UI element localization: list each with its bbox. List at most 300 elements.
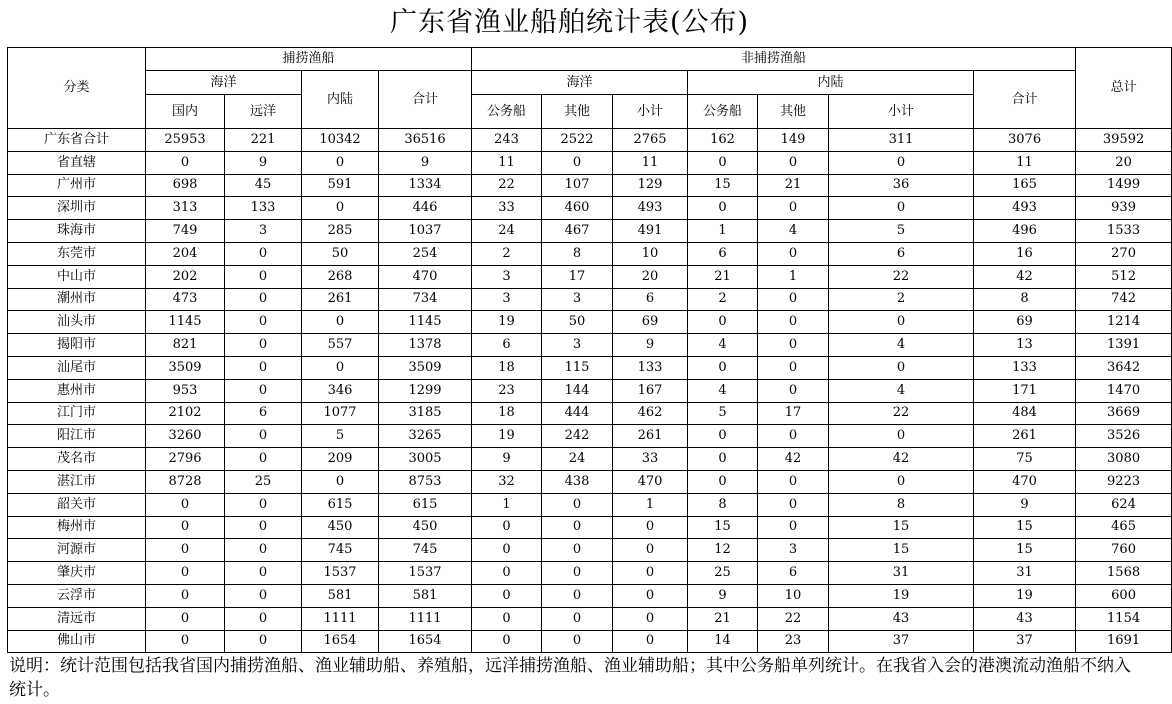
cell-inland-official: 0 [688,151,758,174]
cell-non-fishing-total: 15 [974,539,1076,562]
cell-fishing-total: 581 [379,584,472,607]
cell-ocean-subtotal: 9 [613,334,688,357]
cell-distant: 0 [225,356,302,379]
cell-non-fishing-total: 43 [974,607,1076,630]
table-row [8,402,1172,425]
cell-domestic: 473 [146,288,225,311]
cell-grand-total: 1568 [1076,562,1172,585]
cell-ocean-subtotal: 0 [613,516,688,539]
table-row [8,242,1172,265]
cell-ocean-other: 144 [542,379,613,402]
cell-region: 广州市 [8,174,146,197]
cell-ocean-other: 438 [542,470,613,493]
cell-distant: 133 [225,197,302,220]
cell-inland-other: 149 [758,129,829,152]
cell-ocean-official: 3 [472,265,542,288]
cell-inland: 591 [302,174,379,197]
cell-inland: 1111 [302,607,379,630]
cell-grand-total: 760 [1076,539,1172,562]
cell-inland-subtotal: 0 [829,356,974,379]
cell-non-fishing-total: 16 [974,242,1076,265]
cell-region: 清远市 [8,607,146,630]
cell-domestic: 1145 [146,311,225,334]
cell-inland: 0 [302,470,379,493]
cell-ocean-subtotal: 129 [613,174,688,197]
cell-inland-other: 0 [758,379,829,402]
cell-ocean-official: 23 [472,379,542,402]
cell-inland-other: 0 [758,311,829,334]
cell-ocean-subtotal: 0 [613,562,688,585]
cell-distant: 0 [225,242,302,265]
cell-ocean-subtotal: 493 [613,197,688,220]
cell-fishing-total: 1537 [379,562,472,585]
cell-non-fishing-total: 42 [974,265,1076,288]
cell-distant: 0 [225,448,302,471]
header-ocean-subtotal: 小计 [613,95,688,129]
cell-ocean-official: 33 [472,197,542,220]
table-row [8,584,1172,607]
cell-inland-subtotal: 19 [829,584,974,607]
cell-inland-official: 21 [688,607,758,630]
cell-distant: 0 [225,493,302,516]
cell-grand-total: 1214 [1076,311,1172,334]
cell-domestic: 0 [146,151,225,174]
cell-inland: 209 [302,448,379,471]
table-row [8,197,1172,220]
cell-domestic: 3509 [146,356,225,379]
cell-ocean-other: 0 [542,539,613,562]
table-body [8,129,1172,653]
cell-inland-official: 8 [688,493,758,516]
cell-inland: 268 [302,265,379,288]
header-category: 分类 [8,48,146,129]
cell-region: 潮州市 [8,288,146,311]
cell-inland-other: 0 [758,242,829,265]
statistics-table [7,47,1172,653]
cell-ocean-other: 444 [542,402,613,425]
cell-domestic: 0 [146,630,225,653]
cell-fishing-total: 1111 [379,607,472,630]
cell-inland-official: 4 [688,334,758,357]
cell-region: 揭阳市 [8,334,146,357]
cell-inland-official: 2 [688,288,758,311]
cell-region: 深圳市 [8,197,146,220]
cell-ocean-other: 2522 [542,129,613,152]
header-non-fishing-total: 合计 [974,71,1076,129]
cell-inland-official: 14 [688,630,758,653]
cell-ocean-official: 9 [472,448,542,471]
cell-ocean-official: 18 [472,356,542,379]
cell-non-fishing-total: 493 [974,197,1076,220]
cell-ocean-official: 18 [472,402,542,425]
cell-non-fishing-total: 31 [974,562,1076,585]
cell-ocean-subtotal: 167 [613,379,688,402]
table-row [8,265,1172,288]
cell-ocean-subtotal: 20 [613,265,688,288]
cell-ocean-official: 0 [472,539,542,562]
cell-grand-total: 3669 [1076,402,1172,425]
cell-inland-subtotal: 2 [829,288,974,311]
cell-fishing-total: 745 [379,539,472,562]
cell-fishing-total: 1378 [379,334,472,357]
cell-inland: 1537 [302,562,379,585]
cell-grand-total: 939 [1076,197,1172,220]
cell-inland-official: 162 [688,129,758,152]
cell-fishing-total: 734 [379,288,472,311]
cell-ocean-subtotal: 0 [613,539,688,562]
cell-distant: 0 [225,379,302,402]
cell-ocean-subtotal: 0 [613,584,688,607]
cell-domestic: 953 [146,379,225,402]
cell-inland: 0 [302,311,379,334]
cell-distant: 0 [225,562,302,585]
cell-inland: 10342 [302,129,379,152]
cell-distant: 45 [225,174,302,197]
cell-inland-other: 1 [758,265,829,288]
cell-ocean-official: 243 [472,129,542,152]
cell-ocean-official: 11 [472,151,542,174]
cell-inland-subtotal: 0 [829,425,974,448]
cell-inland-other: 0 [758,288,829,311]
cell-domestic: 821 [146,334,225,357]
cell-ocean-other: 50 [542,311,613,334]
cell-grand-total: 624 [1076,493,1172,516]
cell-ocean-other: 0 [542,584,613,607]
cell-domestic: 698 [146,174,225,197]
page-title: 广东省渔业船舶统计表(公布) [389,7,750,38]
cell-ocean-official: 0 [472,607,542,630]
table-row [8,174,1172,197]
table-row [8,562,1172,585]
cell-non-fishing-total: 69 [974,311,1076,334]
cell-ocean-other: 107 [542,174,613,197]
cell-region: 广东省合计 [8,129,146,152]
table-row [8,151,1172,174]
cell-ocean-other: 8 [542,242,613,265]
cell-inland-subtotal: 0 [829,311,974,334]
cell-region: 汕头市 [8,311,146,334]
cell-ocean-subtotal: 462 [613,402,688,425]
cell-ocean-subtotal: 11 [613,151,688,174]
table-row [8,356,1172,379]
cell-inland: 285 [302,220,379,243]
cell-inland-other: 23 [758,630,829,653]
cell-distant: 0 [225,425,302,448]
cell-region: 河源市 [8,539,146,562]
cell-ocean-other: 0 [542,516,613,539]
cell-non-fishing-total: 3076 [974,129,1076,152]
cell-fishing-total: 1334 [379,174,472,197]
cell-grand-total: 3642 [1076,356,1172,379]
cell-non-fishing-total: 133 [974,356,1076,379]
cell-ocean-official: 22 [472,174,542,197]
cell-non-fishing-total: 8 [974,288,1076,311]
cell-grand-total: 39592 [1076,129,1172,152]
cell-fishing-total: 615 [379,493,472,516]
cell-fishing-total: 3265 [379,425,472,448]
cell-grand-total: 1533 [1076,220,1172,243]
cell-domestic: 2102 [146,402,225,425]
cell-inland-official: 0 [688,470,758,493]
cell-region: 湛江市 [8,470,146,493]
cell-inland-subtotal: 0 [829,197,974,220]
header-inland-subtotal: 小计 [829,95,974,129]
cell-inland-subtotal: 4 [829,379,974,402]
cell-ocean-subtotal: 261 [613,425,688,448]
table-row [8,448,1172,471]
cell-ocean-official: 0 [472,584,542,607]
cell-inland: 1654 [302,630,379,653]
cell-distant: 0 [225,607,302,630]
cell-ocean-other: 0 [542,630,613,653]
cell-ocean-other: 0 [542,607,613,630]
cell-non-fishing-total: 496 [974,220,1076,243]
cell-inland: 0 [302,151,379,174]
cell-ocean-other: 467 [542,220,613,243]
cell-distant: 0 [225,334,302,357]
cell-grand-total: 9223 [1076,470,1172,493]
cell-distant: 0 [225,265,302,288]
cell-grand-total: 3080 [1076,448,1172,471]
cell-domestic: 204 [146,242,225,265]
header-inland-other: 其他 [758,95,829,129]
header-distant-water: 远洋 [225,95,302,129]
footnote: 说明：统计范围包括我省国内捕捞渔船、渔业辅助船、养殖船，远洋捕捞渔船、渔业辅助船；其中公务船单列统计。在我省入会的港澳流动渔船不纳入统计。 [9,656,1131,700]
cell-grand-total: 270 [1076,242,1172,265]
cell-inland-subtotal: 43 [829,607,974,630]
cell-ocean-other: 0 [542,493,613,516]
cell-inland-subtotal: 311 [829,129,974,152]
header-inland-official: 公务船 [688,95,758,129]
cell-domestic: 749 [146,220,225,243]
cell-inland-official: 25 [688,562,758,585]
cell-inland: 450 [302,516,379,539]
table-row [8,493,1172,516]
cell-inland-official: 15 [688,174,758,197]
header-non-fishing-vessels: 非捕捞渔船 [472,48,1076,71]
cell-domestic: 2796 [146,448,225,471]
cell-inland: 346 [302,379,379,402]
cell-ocean-official: 0 [472,630,542,653]
cell-inland-official: 4 [688,379,758,402]
cell-domestic: 202 [146,265,225,288]
cell-ocean-other: 24 [542,448,613,471]
cell-ocean-official: 24 [472,220,542,243]
table-row [8,470,1172,493]
cell-ocean-subtotal: 491 [613,220,688,243]
cell-ocean-other: 3 [542,334,613,357]
cell-non-fishing-total: 261 [974,425,1076,448]
cell-domestic: 0 [146,562,225,585]
cell-ocean-other: 115 [542,356,613,379]
cell-ocean-subtotal: 1 [613,493,688,516]
table-row [8,379,1172,402]
cell-grand-total: 3526 [1076,425,1172,448]
cell-non-fishing-total: 75 [974,448,1076,471]
cell-inland-official: 12 [688,539,758,562]
cell-inland: 50 [302,242,379,265]
cell-inland-subtotal: 4 [829,334,974,357]
cell-ocean-subtotal: 470 [613,470,688,493]
cell-inland-other: 17 [758,402,829,425]
cell-grand-total: 1154 [1076,607,1172,630]
cell-ocean-other: 0 [542,562,613,585]
cell-grand-total: 600 [1076,584,1172,607]
cell-ocean-subtotal: 0 [613,607,688,630]
cell-ocean-subtotal: 33 [613,448,688,471]
table-row [8,425,1172,448]
cell-inland-subtotal: 5 [829,220,974,243]
cell-non-fishing-total: 171 [974,379,1076,402]
cell-distant: 9 [225,151,302,174]
cell-inland-other: 6 [758,562,829,585]
cell-fishing-total: 3185 [379,402,472,425]
cell-grand-total: 512 [1076,265,1172,288]
cell-non-fishing-total: 484 [974,402,1076,425]
cell-inland-official: 0 [688,425,758,448]
cell-non-fishing-total: 165 [974,174,1076,197]
cell-inland-subtotal: 8 [829,493,974,516]
header-fishing-vessels: 捕捞渔船 [146,48,472,71]
cell-region: 东莞市 [8,242,146,265]
cell-region: 肇庆市 [8,562,146,585]
cell-fishing-total: 450 [379,516,472,539]
header-fishing-total: 合计 [379,71,472,129]
table-row [8,539,1172,562]
cell-grand-total: 1470 [1076,379,1172,402]
cell-distant: 0 [225,516,302,539]
cell-ocean-subtotal: 6 [613,288,688,311]
cell-inland-other: 0 [758,356,829,379]
cell-fishing-total: 254 [379,242,472,265]
cell-inland-other: 21 [758,174,829,197]
header-domestic: 国内 [146,95,225,129]
cell-grand-total: 1391 [1076,334,1172,357]
cell-inland-subtotal: 22 [829,265,974,288]
cell-ocean-subtotal: 0 [613,630,688,653]
cell-region: 韶关市 [8,493,146,516]
cell-inland-official: 6 [688,242,758,265]
cell-domestic: 0 [146,584,225,607]
cell-grand-total: 1691 [1076,630,1172,653]
cell-ocean-subtotal: 133 [613,356,688,379]
cell-inland-other: 0 [758,493,829,516]
cell-domestic: 3260 [146,425,225,448]
table-row [8,607,1172,630]
cell-inland-other: 0 [758,470,829,493]
table-row [8,630,1172,653]
cell-fishing-total: 1654 [379,630,472,653]
cell-ocean-official: 19 [472,311,542,334]
cell-inland: 261 [302,288,379,311]
cell-region: 珠海市 [8,220,146,243]
header-fishing-inland: 内陆 [302,71,379,129]
cell-inland-other: 42 [758,448,829,471]
cell-inland-other: 0 [758,516,829,539]
cell-ocean-official: 1 [472,493,542,516]
cell-inland-other: 3 [758,539,829,562]
cell-inland-subtotal: 6 [829,242,974,265]
cell-fishing-total: 1145 [379,311,472,334]
cell-fishing-total: 9 [379,151,472,174]
cell-inland-subtotal: 31 [829,562,974,585]
cell-region: 佛山市 [8,630,146,653]
cell-ocean-other: 460 [542,197,613,220]
cell-fishing-total: 470 [379,265,472,288]
header-fishing-ocean: 海洋 [146,71,302,95]
cell-ocean-official: 0 [472,516,542,539]
cell-ocean-official: 3 [472,288,542,311]
cell-inland-subtotal: 42 [829,448,974,471]
cell-inland-other: 22 [758,607,829,630]
cell-inland-official: 0 [688,356,758,379]
table-row [8,334,1172,357]
cell-inland-subtotal: 15 [829,516,974,539]
cell-non-fishing-total: 9 [974,493,1076,516]
cell-inland-subtotal: 36 [829,174,974,197]
cell-inland-official: 0 [688,311,758,334]
cell-region: 阳江市 [8,425,146,448]
cell-inland: 1077 [302,402,379,425]
cell-ocean-subtotal: 10 [613,242,688,265]
cell-region: 茂名市 [8,448,146,471]
cell-inland-official: 0 [688,197,758,220]
cell-fishing-total: 1299 [379,379,472,402]
cell-non-fishing-total: 13 [974,334,1076,357]
cell-inland-official: 15 [688,516,758,539]
cell-non-fishing-total: 19 [974,584,1076,607]
cell-fishing-total: 8753 [379,470,472,493]
cell-inland-subtotal: 37 [829,630,974,653]
cell-inland-official: 0 [688,448,758,471]
header-non-fishing-inland: 内陆 [688,71,974,95]
cell-grand-total: 742 [1076,288,1172,311]
cell-region: 江门市 [8,402,146,425]
cell-ocean-other: 242 [542,425,613,448]
cell-non-fishing-total: 15 [974,516,1076,539]
cell-non-fishing-total: 470 [974,470,1076,493]
cell-ocean-official: 6 [472,334,542,357]
cell-non-fishing-total: 11 [974,151,1076,174]
cell-inland: 581 [302,584,379,607]
cell-distant: 221 [225,129,302,152]
table-row [8,288,1172,311]
cell-ocean-other: 0 [542,151,613,174]
header-non-fishing-ocean: 海洋 [472,71,688,95]
cell-inland-official: 5 [688,402,758,425]
cell-distant: 0 [225,288,302,311]
cell-ocean-official: 32 [472,470,542,493]
cell-inland: 745 [302,539,379,562]
cell-domestic: 8728 [146,470,225,493]
cell-inland-other: 0 [758,425,829,448]
cell-grand-total: 20 [1076,151,1172,174]
cell-inland-official: 1 [688,220,758,243]
cell-domestic: 0 [146,493,225,516]
cell-domestic: 25953 [146,129,225,152]
cell-region: 梅州市 [8,516,146,539]
cell-region: 云浮市 [8,584,146,607]
cell-inland-other: 0 [758,197,829,220]
cell-inland: 557 [302,334,379,357]
cell-inland: 0 [302,356,379,379]
cell-grand-total: 465 [1076,516,1172,539]
table-row [8,516,1172,539]
cell-distant: 3 [225,220,302,243]
cell-distant: 6 [225,402,302,425]
cell-domestic: 0 [146,539,225,562]
cell-ocean-official: 0 [472,562,542,585]
